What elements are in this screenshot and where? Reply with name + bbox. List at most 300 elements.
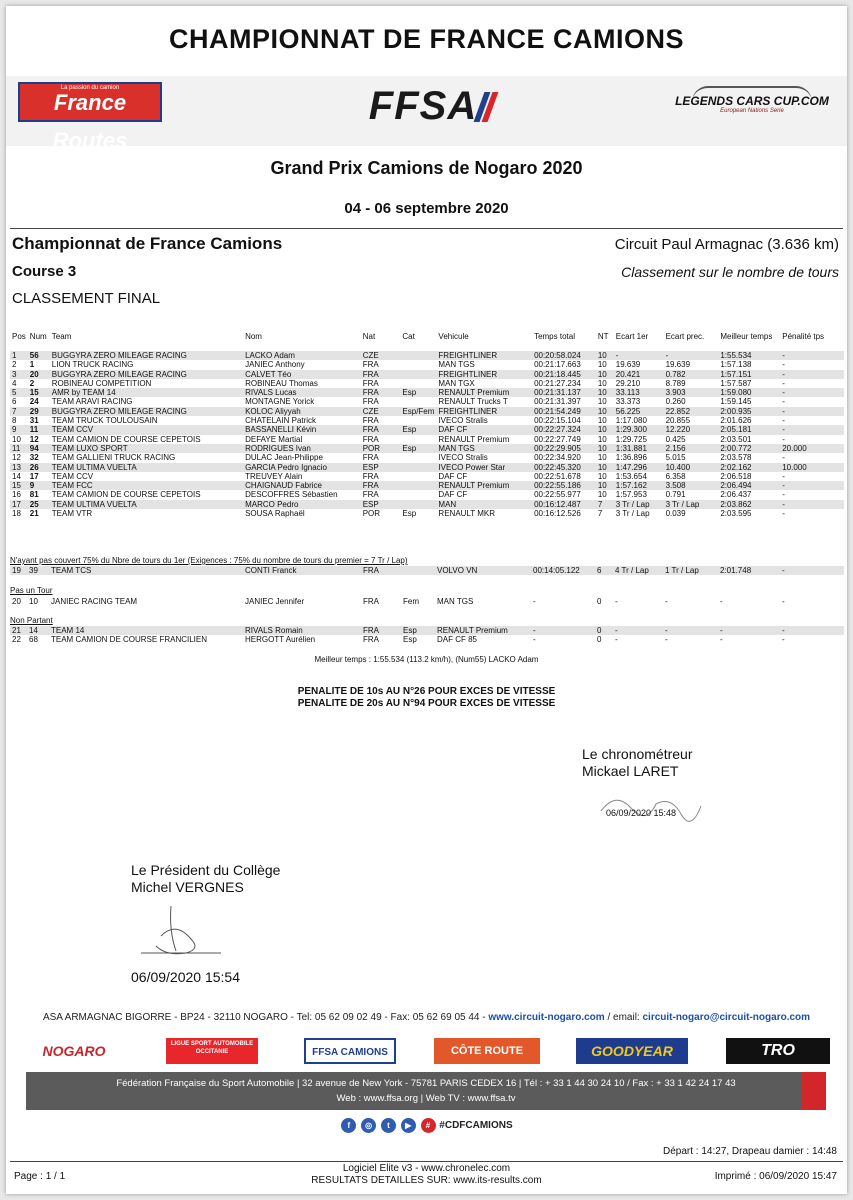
table-cell: DAF CF [436,425,532,434]
table-cell: VOLVO VN [435,566,531,575]
ligue-occitanie-logo: LIGUE SPORT AUTOMOBILE OCCITANIE [166,1038,258,1064]
table-cell: 1:57.587 [720,378,752,388]
table-cell: RODRIGUES Ivan [243,444,361,453]
table-cell: 1:29.725 [615,434,647,444]
table-row [10,566,844,575]
table-cell: TEAM CAMION DE COURSE FRANCILIEN [51,635,208,645]
table-cell: - [780,566,844,575]
table-cell: 10 [597,416,607,426]
table-cell: 10 [597,360,607,370]
table-row [10,370,844,379]
table-cell: LION TRUCK RACING [51,360,134,370]
table-cell: 2:00.772 [718,444,780,453]
column-header: Ecart 1er [615,332,649,342]
table-cell: 20.000 [780,444,844,453]
table-cell: ESP [361,463,401,472]
table-cell: 81 [29,490,39,500]
table-cell: - [613,626,663,635]
column-header: Cat [402,332,415,342]
table-cell: FRA [363,597,379,606]
table-cell: 5 [10,388,28,397]
ranking-title: CLASSEMENT FINAL [12,290,161,307]
table-cell: FRA [362,471,379,481]
table-cell: 68 [29,635,38,645]
column-header: Temps total [534,332,575,342]
table-cell: 32 [29,453,39,463]
table-cell: - [663,626,718,635]
table-cell: FREIGHTLINER [436,351,532,360]
table-cell: Esp [400,444,436,453]
table-cell: 2:03.595 [720,509,752,519]
table-cell: 19.639 [665,360,691,370]
red-stripe [802,1072,826,1110]
table-cell: - [780,481,844,490]
twitter-icon[interactable]: t [381,1118,396,1133]
note-pas-un-tour: Pas un Tour [10,586,53,595]
table-cell: 00:22:34.920 [534,453,581,463]
table-cell: 00:22:27.324 [532,425,596,434]
column-header: Nom [245,332,262,342]
table-cell: TEAM CCV [50,425,243,434]
table-row [10,397,844,406]
table-cell: FREIGHTLINER [436,407,532,416]
table-cell: 0 [595,626,613,635]
table-cell: MAN [436,500,532,509]
table-cell: - [533,635,536,645]
table-cell: TEAM VTR [51,509,93,519]
table-cell: 10 [596,407,614,416]
table-cell: 29.210 [615,378,641,388]
table-cell: - [531,626,595,635]
table-cell [400,453,436,462]
table-cell: ROBINEAU Thomas [245,378,318,388]
table-cell: 0 [597,635,602,645]
table-row [10,509,844,518]
table-cell: FRA [361,425,401,434]
table-cell: 1:57.953 [615,490,647,500]
table-cell: 10 [12,434,21,444]
table-cell: 00:22:15.104 [534,416,581,426]
event-dates: 04 - 06 septembre 2020 [344,200,509,217]
table-cell: 00:22:45.320 [532,463,596,472]
table-row [10,435,844,444]
table-cell: 6 [12,397,17,407]
table-cell: RENAULT Premium [435,626,531,635]
table-cell [400,416,436,425]
table-cell: 17 [29,471,39,481]
legends-cars-cup-logo: LEGENDS CARS CUP.COM European Nations Serie [672,94,832,130]
table-cell: RENAULT MKR [438,509,496,519]
table-row [10,472,844,481]
table-cell: TEAM TCS [49,566,243,575]
email-link[interactable]: circuit-nogaro@circuit-nogaro.com [642,1012,811,1023]
table-cell: 1:47.296 [614,463,664,472]
table-cell: MAN TGS [436,444,532,453]
table-cell: 3 [10,370,28,379]
table-cell [400,351,436,360]
table-cell: 2.156 [664,444,719,453]
column-header: Nat [362,332,376,342]
table-cell: 26 [28,463,50,472]
table-cell: 6 [595,566,613,575]
start-info: Départ : 14:27, Drapeau damier : 14:48 [663,1146,837,1157]
goodyear-logo: GOODYEAR [576,1038,688,1064]
table-cell: TEAM ARAVI RACING [51,397,133,407]
table-cell: 10 [29,597,38,606]
table-cell: 0.260 [665,397,686,407]
table-cell: 00:21:27.234 [534,378,581,388]
table-cell: - [665,597,668,606]
column-header: Num [29,332,47,342]
table-cell: 00:20:58.024 [532,351,596,360]
circuit-name: Circuit Paul Armagnac (3.636 km) [614,236,839,253]
table-cell [400,379,436,388]
table-cell: 0 [597,597,602,606]
footer-divider [10,1161,843,1162]
table-cell: - [782,397,785,407]
table-cell: MAN TGS [437,597,474,606]
table-cell: 1:36.896 [615,453,647,463]
table-cell: TEAM ULTIMA VUELTA [50,463,243,472]
table-cell: FRA [362,416,379,426]
table-cell: - [782,597,785,606]
table-cell: 2:02.162 [718,463,780,472]
table-cell: JANIEC RACING TEAM [51,597,138,606]
president-signature-icon [131,901,231,961]
table-cell: 3.903 [664,388,719,397]
table-cell: FRA [361,566,401,575]
table-cell: MARCO Pedro [243,500,361,509]
table-cell: - [720,597,723,606]
table-cell: 39 [27,566,49,575]
table-cell: TEAM 14 [49,626,243,635]
table-cell: 14 [27,626,49,635]
table-cell: 10 [597,378,607,388]
table-cell: 15 [10,481,28,490]
table-cell: - [780,626,844,635]
table-cell: ESP [361,500,401,509]
table-cell: 1:59.145 [720,397,752,407]
table-cell: DULAC Jean-Philippe [245,453,323,463]
table-cell [400,500,436,509]
table-cell: 00:22:27.749 [534,434,581,444]
sponsor-band [6,1032,847,1072]
table-cell: 1 [10,351,28,360]
results-table-75 [10,566,844,575]
table-row [10,425,844,434]
table-cell: 20 [12,597,21,606]
table-cell: 25 [28,500,50,509]
table-cell: DEFAYE Martial [245,434,303,444]
table-cell: CHAIGNAUD Fabrice [243,481,361,490]
table-cell: - [782,509,785,519]
table-cell [400,481,436,490]
table-cell: 0.425 [665,434,686,444]
table-row [10,360,844,369]
table-cell: 8.789 [665,378,686,388]
table-cell: 4 [12,378,17,388]
youtube-icon[interactable]: ▶ [401,1118,416,1133]
instagram-icon[interactable]: ◎ [361,1118,376,1133]
table-cell: 1:57.162 [614,481,664,490]
table-cell: DESCOFFRES Sébastien [245,490,338,500]
table-cell: Esp [400,388,436,397]
table-cell: 10.400 [664,463,719,472]
table-cell: 00:21:31.397 [534,397,581,407]
table-cell: 33.373 [615,397,641,407]
table-cell: 2 [12,360,17,370]
table-cell: 2:06.437 [720,490,752,500]
championship-name: Championnat de France Camions [12,234,283,253]
column-header: Ecart prec. [665,332,705,342]
table-cell: - [665,635,668,645]
table-cell: 3 Tr / Lap [615,509,650,519]
table-cell: BUGGYRA ZERO MILEAGE RACING [50,370,243,379]
table-row [10,597,844,606]
table-cell: 0.791 [665,490,686,500]
hashtag: #CDFCAMIONS [439,1120,513,1132]
table-cell: 00:22:29.905 [532,444,596,453]
table-row [10,490,844,499]
table-cell: - [782,635,785,645]
table-cell: 10 [596,463,614,472]
table-cell: TEAM CCV [51,471,94,481]
table-cell: CZE [361,351,401,360]
table-cell: RENAULT Premium [436,481,532,490]
site-link[interactable]: www.circuit-nogaro.com [488,1012,605,1023]
table-cell: AMR by TEAM 14 [50,388,243,397]
table-cell: 00:14:05.122 [531,566,595,575]
table-cell: RENAULT Premium [438,434,510,444]
table-cell: 10 [596,388,614,397]
table-cell: 3 Tr / Lap [664,500,719,509]
table-cell: BUGGYRA ZERO MILEAGE RACING [50,351,243,360]
table-cell: - [780,370,844,379]
table-cell: - [782,378,785,388]
table-cell: SOUSA Raphaël [245,509,305,519]
table-cell: DAF CF [438,490,468,500]
table-cell: LACKO Adam [243,351,361,360]
facebook-icon[interactable]: f [341,1118,356,1133]
table-cell: - [782,471,785,481]
table-cell: FRA [362,360,379,370]
course-name: Course 3 [12,263,77,280]
table-cell: TEAM GALLIENI TRUCK RACING [51,453,176,463]
table-cell: 10 [596,481,614,490]
table-cell: FREIGHTLINER [436,370,532,379]
table-row [10,407,844,416]
table-cell: TEAM LUXO SPORT [50,444,243,453]
france-routes-logo: La passion du camion France Routes [18,82,162,122]
ranking-mode: Classement sur le nombre de tours [621,264,839,280]
organizer-address: ASA ARMAGNAC BIGORRE - BP24 - 32110 NOGARO - Tel: 05 62 09 02 49 - Fax: 05 62 69 05 44 - www.circuit-nogaro.com / email: circuit-nogaro@circuit-nogaro.com [42,1012,811,1023]
table-cell: 7 [597,509,603,519]
table-cell: IVECO Stralis [438,453,488,463]
table-cell: 00:16:12.487 [532,500,596,509]
table-cell: 2:03.862 [718,500,780,509]
table-cell: 10 [596,351,614,360]
page-number: Page : 1 / 1 [14,1171,66,1182]
table-cell: Esp [401,626,435,635]
table-cell: CALVET Téo [243,370,361,379]
table-cell: 19 [10,566,27,575]
table-cell: 00:22:51.678 [534,471,581,481]
president-date: 06/09/2020 15:54 [131,969,240,985]
table-cell: 12.220 [664,425,719,434]
table-cell: 16 [12,490,21,500]
table-cell: 9 [28,481,50,490]
table-cell: POR [361,444,401,453]
table-cell: 4 Tr / Lap [613,566,663,575]
table-cell: - [780,425,844,434]
column-header: Team [51,332,72,342]
table-row [10,416,844,425]
table-cell: 94 [28,444,50,453]
table-cell: 20.855 [665,416,691,426]
chronometreur-block: Le chronométreur Mickael LARET [582,746,693,779]
table-row [10,635,844,644]
table-cell: FRA [362,378,379,388]
table-cell: TREUVEY Alain [245,471,303,481]
table-cell: 7 [10,407,28,416]
table-cell: 2:03.501 [720,434,752,444]
table-cell: RIVALS Romain [243,626,361,635]
federation-banner: Fédération Française du Sport Automobile | 32 avenue de New York - 75781 PARIS CEDEX 16 | Tél : + 33 1 44 30 24 10 / Fax : + 33 1 42 24 17 43 Web : www.ffsa.org | Web TV : www.ffsa.tv [26,1072,826,1110]
table-cell: FRA [362,453,379,463]
table-cell: 13 [10,463,28,472]
table-cell: FRA [361,370,401,379]
table-cell: 10 [597,434,607,444]
table-cell: 2:01.748 [718,566,780,575]
table-cell: 10 [597,471,607,481]
table-cell: 8 [12,416,17,426]
table-cell: MAN TGX [438,378,475,388]
table-cell: BASSANELLI Kévin [243,425,361,434]
table-cell: - [780,388,844,397]
cote-route-logo: CÔTE ROUTE [434,1038,540,1064]
table-cell: 21 [10,626,27,635]
table-header [10,331,844,343]
table-cell: 2:05.181 [718,425,780,434]
table-cell: - [780,351,844,360]
table-cell: 10 [597,397,607,407]
table-cell: 00:22:55.186 [532,481,596,490]
table-cell [400,360,436,369]
ffsa-logo: FFSA [336,86,526,126]
table-cell: 29 [28,407,50,416]
table-cell: ROBINEAU COMPETITION [51,378,152,388]
table-cell: 22 [12,635,21,645]
table-cell [401,566,435,575]
table-cell: - [533,597,536,606]
table-cell: 3 Tr / Lap [614,500,664,509]
table-cell: 1:53.654 [615,471,647,481]
table-cell: 2:06.518 [720,471,752,481]
table-cell: TEAM CAMION DE COURSE CEPETOIS [51,490,201,500]
table-cell: - [782,360,785,370]
table-cell: FRA [361,481,401,490]
table-cell [400,472,436,481]
table-cell: - [720,635,723,645]
table-cell: RIVALS Lucas [243,388,361,397]
penalty-1: PENALITE DE 10s AU N°26 POUR EXCES DE VITESSE [297,686,556,697]
table-cell: HERGOTT Aurélien [245,635,316,645]
table-cell [400,490,436,499]
table-cell: Fem [403,597,419,606]
table-cell: - [615,597,618,606]
results-table-non-partant [10,626,844,645]
table-cell [400,397,436,406]
note-non-partant: Non Partant [10,616,53,625]
table-cell: 3.508 [664,481,719,490]
table-cell: 10 [596,370,614,379]
table-cell: DAF CF [438,471,468,481]
table-cell: 00:21:18.445 [532,370,596,379]
table-cell: - [614,351,664,360]
table-cell: 14 [12,471,21,481]
table-row [10,444,844,453]
note-75-percent: N'ayant pas couvert 75% du Nbre de tours du 1er (Exigences : 75% du nombre de tours du premier = 7 Tr / Lap) [10,556,408,565]
nogaro-logo: NOGARO [42,1043,106,1059]
table-cell: 1 Tr / Lap [663,566,718,575]
table-cell: KOLOC Aliyyah [243,407,361,416]
column-header: NT [597,332,609,342]
table-cell: 24 [29,397,39,407]
table-cell: FRA [362,490,379,500]
table-cell: 00:16:12.526 [534,509,581,519]
penalty-2: PENALITE DE 20s AU N°94 POUR EXCES DE VITESSE [297,698,556,709]
table-cell: JANIEC Anthony [245,360,305,370]
table-cell: TEAM FCC [50,481,243,490]
table-cell: CZE [361,407,401,416]
table-cell: FRA [362,434,379,444]
table-cell: 9 [10,425,28,434]
table-cell: 11 [28,425,50,434]
table-cell: JANIEC Jennifer [245,597,305,606]
table-cell: CHATELAIN Patrick [245,416,317,426]
table-cell: 2:03.578 [720,453,752,463]
table-cell: 0.039 [665,509,686,519]
table-cell: - [782,453,785,463]
table-cell: FRA [363,635,379,645]
table-cell: GARCIA Pedro Ignacio [243,463,361,472]
table-cell: - [780,500,844,509]
table-cell: 20.421 [614,370,664,379]
table-cell: 20 [28,370,50,379]
table-cell: CONTI Franck [243,566,361,575]
table-cell: 12 [29,434,39,444]
table-cell: 10 [596,444,614,453]
best-lap: Meilleur temps : 1:55.534 (113.2 km/h), (Num55) LACKO Adam [314,655,539,664]
printed-date: Imprimé : 06/09/2020 15:47 [714,1171,837,1182]
table-cell: 1:55.534 [718,351,780,360]
table-cell: 5.015 [665,453,686,463]
table-cell: 31 [29,416,39,426]
table-cell: 2:01.626 [720,416,752,426]
table-cell: FRA [361,388,401,397]
event-name: Grand Prix Camions de Nogaro 2020 [270,158,583,178]
results-table [10,331,844,518]
table-cell: TEAM CAMION DE COURSE CEPETOIS [51,434,201,444]
table-cell [400,463,436,472]
table-row [10,388,844,397]
table-cell: IVECO Stralis [438,416,488,426]
chrono-stamp: 06/09/2020 15:48 [606,808,677,818]
table-row [10,626,844,635]
table-cell: 18 [12,509,21,519]
table-cell: - [718,626,780,635]
table-cell: 6.358 [665,471,686,481]
